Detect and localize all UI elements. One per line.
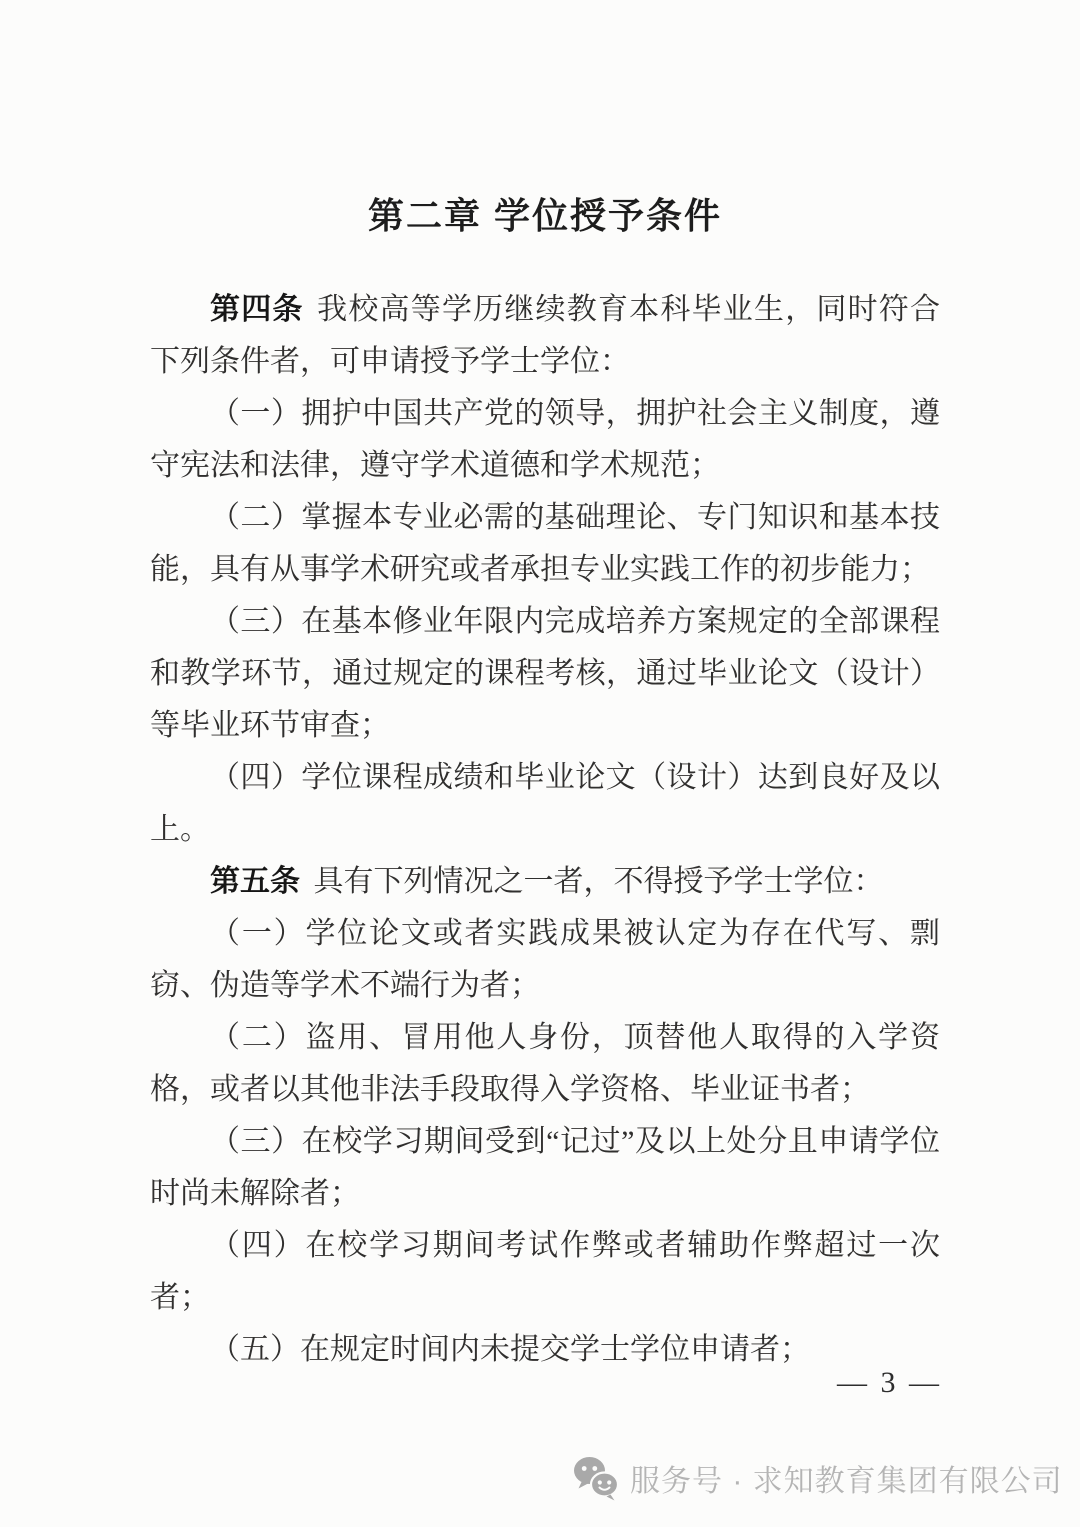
wechat-bubbles-icon <box>573 1456 620 1501</box>
watermark-text: 服务号 · 求知教育集团有限公司 <box>630 1465 1063 1498</box>
article-number: 第五条 <box>210 865 300 898</box>
paragraph: （一）拥护中国共产党的领导，拥护社会主义制度，遵守宪法和法律，遵守学术道德和学术规范； <box>150 397 940 482</box>
paragraph: （三）在基本修业年限内完成培养方案规定的全部课程和教学环节，通过规定的课程考核，通过毕业论文（设计）等毕业环节审查； <box>150 605 940 742</box>
chapter-title: 第二章 学位授予条件 <box>367 195 722 236</box>
paragraph: 第五条 具有下列情况之一者，不得授予学士学位： <box>210 865 884 898</box>
document-body <box>150 284 940 1376</box>
paragraph: （一）学位论文或者实践成果被认定为存在代写、剽窃、伪造等学术不端行为者； <box>150 917 940 1002</box>
paragraph: 第四条 我校高等学历继续教育本科毕业生，同时符合下列条件者，可申请授予学士学位： <box>150 293 941 378</box>
paragraph: （三）在校学习期间受到“记过”及以上处分且申请学位时尚未解除者； <box>150 1125 940 1210</box>
paragraph: （二）盗用、冒用他人身份，顶替他人取得的入学资格，或者以其他非法手段取得入学资格、毕业证书者； <box>150 1021 940 1106</box>
footer-watermark <box>573 1452 1063 1504</box>
page-number: — 3 — <box>837 1366 942 1399</box>
paragraph: （五）在规定时间内未提交学士学位申请者； <box>210 1333 810 1366</box>
paragraph: （四）在校学习期间考试作弊或者辅助作弊超过一次者； <box>150 1229 940 1314</box>
paragraph: （四）学位课程成绩和毕业论文（设计）达到良好及以上。 <box>150 761 940 846</box>
paragraph: （二）掌握本专业必需的基础理论、专门知识和基本技能，具有从事学术研究或者承担专业实践工作的初步能力； <box>150 501 940 586</box>
article-number: 第四条 <box>210 293 304 326</box>
